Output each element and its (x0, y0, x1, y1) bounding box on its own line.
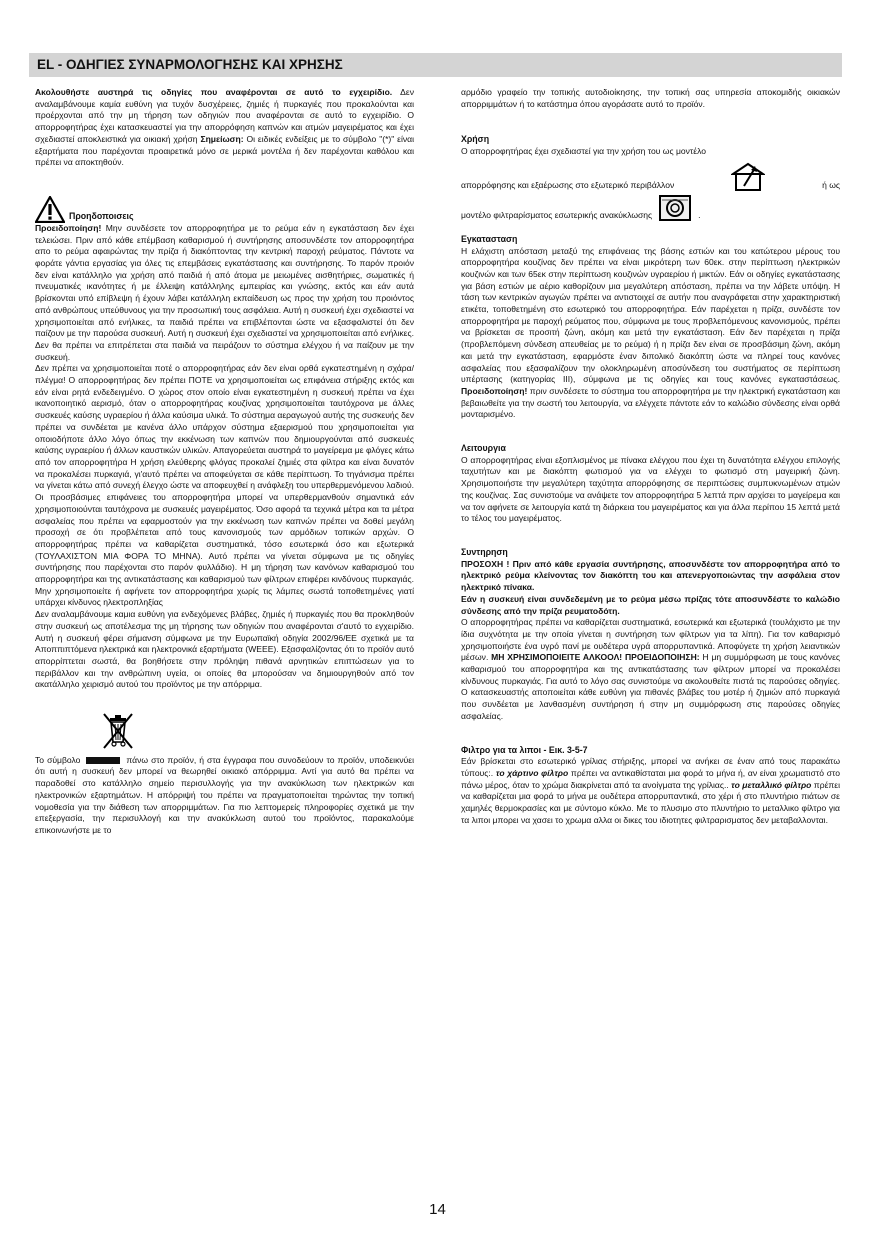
maintenance-warning-2 (461, 594, 840, 617)
installation-text (461, 246, 840, 422)
maintenance-text-1: Ο απορροφητήρας πρέπει να καθαρίζεται συστηματικά, εσωτερικά και εξωτερικά (τουλάχιστο με την ίδια συχνότητα με την οποία γίνεται η συντήρηση των φίλτρων για τα λίπη). Για τον καθαρισμό χρησιμοποιήστε ένα υγρό πανί με ουδέτερα υγρά απορρυπαντικά. Αποφύγετε τη χρήση λειαντικών μέσων. (461, 617, 840, 663)
usage-title: Χρήση (461, 134, 490, 145)
left-column (35, 87, 414, 837)
operation-title: Λειτουργια (461, 443, 506, 454)
grease-filter-text-3: πρέπει να καθαρίζεται μια φορά το μήνα με ουδέτερα απορρυπαντικά, στο χέρι ή στο πλυντήριο πιάτων σε χαμηλές θερμοκρασίες και με σύντομο κύκλο. Με το πλυσιμο στο πλυντήριο το μεταλλικο φίλτρο για τα λιποι μπορει να χασει το χρωμα αλλα οι δικες του ιδιοτητες φιλτραρισματος δεν μεταβαλλονται. (461, 779, 840, 825)
warnings-paragraph-2: Δεν πρέπει να χρησιμοποιείται ποτέ ο απορροφητήρας εάν δεν είναι ορθά εγκατεστημένη η σχάρα/πλέγμα! Ο απορροφητήρας δεν πρέπει ΠΟΤΕ να χρησιμοποιείται ως επιφάνεια στήριξης εκτός και εάν είναι ρητά ενδεδειγμένο. Ο χώρος στον οποίο είναι εγκατεστημένη η συσκευή πρέπει να έχει ικανοποιητικό αερισμό, όταν ο απορροφητήρας κουζίνας χρησιμοποιείται ταυτόχρονα με άλλες συσκευές καύσης υγραερίου ή άλλα καύσιμα υλικά. Το σύστημα αεραγωγού αυτής της συσκευής δεν πρέπει να συνδέεται με κανένα άλλο υπάρχον σύστημα εξαερισμού που χρησιμοποιείται για οποιοδήποτε άλλο λόγο όπως την εκκένωση των καπνών που δημιουργούνται από συσκευές καύσης υγραερίου ή άλλων καυστικών υλικών. Απαγορεύεται αυστηρά το μαγείρεμα με φλόγες κάτω από τον απορροφητήρα Η χρήση ελεύθερης φλόγας προκαλεί ζημιές στα φίλτρα και είναι δυνατόν να προκαλέσει πυρκαγιά, γι'αυτό πρέπει να αποφεύγεται σε κάθε περίπτωση. Το τηγάνισμα πρέπει να γίνεται κάτω από συνεχή έλεγχο ώστε να αποφευχθεί η ανάφλεξη του υπερθερμενόμενου λαδιού. Οι προσβάσιμες επιφάνειες του απορροφητήρα μπορεί να υπερθερμανθούν σημαντικά εάν χρησιμοποιούνται ταυτόχρονα με συσκευές μαγειρέματος. Όσο αφορά τα τεχνικά μέτρα και τα μέτρα ασφαλείας που πρέπει να εφαρμοστούν για την εκκένωση των καπνών πρέπει να δοθεί μεγάλη προσοχή σε ότι προβλέπεται από τους κανονισμούς των αρμόδιων τοπικών αρχών. Ο απορροφητήρας πρέπει να καθαρίζεται συστηματικά, τόσο εσωτερικά όσο και εξωτερικά (ΤΟΥΛΑΧΙΣΤΟΝ ΜΙΑ ΦΟΡΑ ΤΟ ΜΗΝΑ). Αυτό πρέπει να γίνεται σύμφωνα με τις οδηγίες συντήρησης που παρέχονται στο παρόν φυλλάδιο). Η μη τήρηση των κανόνων καθαρισμού του απορροφητήρα και της αντικατάστασης και καθαρισμού των φίλτρων επιφέρει κινδύνους πυρκαγιάς. Μην χρησιμοποιείτε ή αφήνετε τον απορροφητήρα χωρίς τις λάμπες σωστά τοποθετημένες γιατί υπάρχει κίνδυνος ηλεκτροπληξίας (35, 363, 414, 608)
grease-filter-text-2: πρέπει να αντικαθίσταται μια φορά το μήνα ή, αν είναι χρωματιστό στο πάνω μέρος, όταν το χρώμα διακρίνεται από τα ανοίγματα της γρίλιας.. (461, 767, 840, 790)
grease-filter-section (461, 745, 840, 827)
warning-triangle-icon (35, 196, 65, 223)
maintenance-title: Συντηρηση (461, 546, 508, 557)
installation-text-1: Η ελάχιστη απόσταση μεταξύ της επιφάνειας της βάσης εστιών και του κατώτερου μέρους του απορροφητήρα κουζίνας δεν πρέπει να είναι μικρότερη των 60εκ. στην περίπτωση ηλεκτρικών κουζινών και των 65εκ στην περίπτωση κουζινών υγραερίου ή μικτών. Εάν οι οδηγίες εγκατάστασης για βάση εστιών με αέριο καθορίζουν μια μεγαλύτερη απόσταση, πρέπει να την λάβετε υπόψη. Η τάση των κεντρικών αγωγών πρέπει να αντιστοιχεί σε αυτήν που αναγράφεται στην χαρακτηριστική ετικέτα, τοποθετημένη στο εσωτερικό του απορροφητήρα. Εάν παρέχεται η πρίζα, συνδέστε τον απορροφητήρα με παροχή ρεύματος που, σύμφωνα με τους προβλεπόμενους κανονισμούς, πρέπει να βρίσκεται σε προσιτή ζώνη, ακόμη και μετά την εγκατάσταση. Εάν δεν παρέχεται η πρίζα (προβλεπόμενη σύνδεση απευθείας με το ρεύμα) ή η πρίζα δεν είναι σε προσβάσιμη ζώνη, ακόμη και μετά την εγκατάσταση, εφαρμόστε έναν διπολικό διακόπτη ώστε να πληρεί τους κανόνες ασφαλείας που εξασφαλίζουν την ολοκληρωμένη αποσύνδεση του συστήματος σε περίπτωση υπέρτασης (κατηγορίας III), σύμφωνα με τις οδηγίες και τους κανόνες εγκαταστάσεως. (461, 245, 840, 385)
usage-recirculation-row (461, 194, 840, 222)
usage-exhaust-row (461, 162, 840, 192)
usage-section (461, 134, 840, 221)
page-number: 14 (429, 1201, 446, 1218)
installation-section (461, 234, 840, 421)
outdoor-exhaust-icon (731, 162, 765, 192)
usage-text-2: απορρόφησης και εξαέρωσης στο εξωτερικό περιβάλλον (461, 180, 675, 191)
weee-text: πάνω στο προϊόν, ή στα έγγραφα που συνοδεύουν το προϊόν, υποδεικνύει ότι αυτή η συσκευή δεν μπορεί να θεωρηθεί οικιακό απόρριμμα. Αντί για αυτό θα πρέπει να παραδοθεί στο κατάλληλο σημείο περισυλλογής για την ανακύκλωση των ηλεκτρικών και ηλεκτρονικών εξαρτημάτων. Η απόρριψή του πρέπει να πραγματοποιείται τηρώντας την τοπική νομοθεσία για την διάθεση των απορριμμάτων. Για πιο λεπτομερείς πληροφορίες σχετικά με την επεξεργασία, την περισυλλογή και την ανακύκλωση αυτού του προϊόντος, παρακαλούμε επικοινωνήστε με το (35, 754, 414, 835)
installation-text-2: πριν συνδέσετε το σύστημα του απορροφητήρα με την ηλεκτρική εγκατάσταση και βεβαιωθείτε για την σωστή του λειτουργία, να ελέγχετε πάντοτε εάν το καλώδιο σύνδεσης είναι ορθά μονταρισμένο. (461, 385, 840, 420)
intro-note-text: Οι ειδικές ενδείξεις με το σύμβολο "(*)" είναι εξαρτήματα που παρέχονται προαιρετικά μόνο σε μερικά μοντέλα ή δεν παρέχονται καθόλου και πρέπει να αποκτηθούν. (35, 133, 415, 168)
warnings-paragraph-3: Δεν αναλαμβάνουμε καμια ευθύνη για ενδεχόμενες βλάβες, ζημιές ή πυρκαγιές που θα προκληθούν στην συσκευή ως αποτέλεσμα της μη τήρησης των οδηγιών που αναφέρονται σ'αυτό το εγχειρίδιο. Αυτή η συσκευή φέρει σήμανση σύμφωνα με την Ευρωπαϊκή οδηγία 2002/96/ΕΕ σχετικά με τα Αποππιπτόμενα ηλεκτρικά και ηλεκτρονικά εξαρτήματα (WEEE). Εξασφαλίζοντας ότι το προϊόν αυτό απορρίπτεται σωστά, θα βοηθήσετε στην πρόληψη πιθανά αρνητικών επιπτώσεων για το περιβάλλον και την ανθρώπινη υγεία, οι οποίες θα μπορούσαν να δημιουργηθούν από τον ακατάλληλο χειρισμό αυτού του προϊόντος με την απόρριμα. (35, 609, 414, 690)
usage-text-3: μοντέλο φιλτραρίσματος εσωτερικής ανακύκλωσης (461, 210, 653, 221)
maintenance-section (461, 547, 840, 723)
weee-paragraph (35, 755, 414, 837)
paper-filter-label: το χάρτινο φίλτρο (495, 767, 569, 778)
maintenance-bold-2: Εάν η συσκευή είναι συνδεδεμένη με το ρεύμα μέσω πρίζας τότε αποσυνδέστε το καλώδιο σύνδεσης από την πρίζα ρευματοδότη. (461, 593, 840, 616)
crossed-bin-icon (101, 711, 135, 751)
warning-text-1: Μην συνδέσετε τον απορροφητήρα με το ρεύμα εάν η εγκατάσταση δεν έχει τελειώσει. Πριν από κάθε επέμβαση καθαρισμού ή συντήρησης αποσυνδέστε τον απορροφητήρα απο το ρεύμα αφαιρώντας την πρίζα ή διακόπτοντας την κεντρική παροχή ρεύματος. Πάντοτε να φοράτε γάντια εργασίας για όλες τις επεμβάσεις εγκατάστασης και συντήρησης. Το παρόν προιόν δεν είναι κατάλληλο για χρήση από παιδιά ή από άτομα με μειωμένες αισθητήριες, σωματικές ή πνευματικές ικανότητες ή με έλλειψη κατάλληλης εμπειρίας και γνώσης, εκτός και εάν αυτά βρίσκονται υπό επίβλεψη ή έχουν λάβει κατάλληλη εκπαίδευση ως προς την χρήση του προιόντος από ανθρώπους υπεύθυνους για την προσωπική τους ασφάλεια. Αυτή η συσκευή έχει σχεδιαστεί να χρησιμοποιείται από ενήλικες, τα παιδιά πρέπει να επιβλέπονται ώστε να εξασφαλιστεί ότι δεν παίζουν με την παρούσα συσκευή. Αυτή η συσκευή έχει σχεδιαστεί να χρησιμοποιείται από ενήλικες. Δεν θα πρέπει να επιτρέπεται στα παιδιά να πειράζουν το σύστημα ελέγχου ή να παίζουν με την συσκευή. (35, 222, 414, 362)
warning-lead: Προειδοποίηση! (35, 222, 102, 233)
right-column (461, 87, 840, 826)
page-title: EL - ΟΔΗΓΙΕΣ ΣΥΝΑΡΜΟΛΟΓΗΣΗΣ ΚΑΙ ΧΡΗΣΗΣ (29, 53, 842, 77)
maintenance-warning-1 (461, 559, 840, 594)
operation-section (461, 443, 840, 525)
grease-filter-text (461, 756, 840, 826)
recirculation-filter-icon (658, 194, 692, 222)
intro-lead: Ακολουθήστε αυστηρά τις οδηγίες που αναφέρονται σε αυτό το εγχειρίδιο. (35, 87, 393, 97)
grease-filter-text-1: Εάν βρίσκεται στο εσωτερικό γρίλιας στήριξης, μπορεί να ανήκει σε έναν από τους παρακάτω τύπους:. (461, 756, 840, 778)
maintenance-bold-3: ΜΗ ΧΡΗΣΙΜΟΠΟΙΕΙΤΕ ΑΛΚΟΟΛ! ΠΡΟΕΙΔΟΠΟΙΗΣΗ: (491, 652, 700, 663)
grease-filter-title: Φιλτρο για τα λιποι - Εικ. 3-5-7 (461, 744, 588, 755)
maintenance-text (461, 617, 840, 722)
usage-text-3-end: . (698, 210, 701, 221)
warnings-paragraph-1 (35, 223, 414, 363)
maintenance-text-2: Η μη συμμόρφωση με τους κανόνες καθαρισμού του απορροφητήρα και της αντικατάστασης των φίλτρων μπορεί να προκαλέσει κίνδυνους πυρκαγιάς. Για αυτό το λόγο σας συνιστούμε να ακολουθείτε πιστά τις παρούσες οδηγίες. Ο κατασκευαστής αποποιείται κάθε ευθύνη για πιθανές βλάβες του μοτέρ ή ζημιών από πυρκαγιά που συνδέεται με λανθασμένη συντήρηση ή στην μη συμμόρφωση στις παρούσες οδηγίες ασφαλείας. (461, 652, 840, 721)
installation-warning: Προειδοποίηση! (461, 385, 528, 396)
warnings-heading (35, 193, 414, 223)
intro-paragraph (35, 87, 414, 169)
continuation-paragraph: αρμόδιο γραφείο την τοπικής αυτοδιοίκησης, την τοπική σας υπηρεσία αποκομιδής οικιακών απορριμμάτων ή το κατάστημα όπου αγοράσατε αυτό το προϊόν. (461, 87, 840, 109)
maintenance-bold-1: ΠΡΟΣΟΧΗ ! Πριν από κάθε εργασία συντήρησης, αποσυνδέστε τον απορροφητήρα από το ηλεκτρικό ρεύμα κλείνοντας τον διακόπτη του και απενεργοποιώντας την ασφάλεια στον ηλεκτρικό πίνακα. (461, 558, 840, 593)
installation-title: Εγκατασταση (461, 233, 518, 244)
metal-filter-label: το μεταλλικό φίλτρο (731, 779, 812, 790)
weee-symbol-label: Το σύμβολο (35, 754, 81, 765)
note-label: Σημείωση: (200, 133, 244, 144)
operation-text: Ο απορροφητήρας είναι εξοπλισμένος με πίνακα ελέγχου που έχει τη δυνατότητα ελέγχου επιλογής ταχυτήτων και με διακόπτη φωτισμού για να ελέγχει το φωτισμό στη μαγειρική ζώνη. Χρησιμοποιήστε την μεγαλύτερη ταχύτητα απορρόφησης σε περιπτώσεις συμπυκνωμένων ατμών της κουζίνας. Σας συνιστούμε να ανάψετε τον απορροφητήρα 5 λεπτά πριν αρχίσει το μαγείρεμα και να τον αφήνετε σε λειτουργία κατά τη διάρκεια του μαγειρέματος και για άλλα περίπου 15 λεπτά μετά το τέλος του μαγειρέματος. (461, 454, 840, 524)
usage-text-2-end: ή ως (822, 180, 840, 191)
warnings-title: Προηδοποισεις (69, 211, 134, 222)
intro-text: Δεν αναλαμβάνουμε καμία ευθύνη για τυχόν δυσχέρειες, ζημιές ή πυρκαγιές που προκαλούνται και προέρχονται από την μη τήρηση των οδηγιών που αναφέρονται σε αυτό το εγχειρίδιο. Ο απορροφητήρας έχει κατασκευαστεί για την απορρόφηση καπνών και ατμών μαγειρέματος και έχει σχεδιαστεί αποκλειστικά για οικιακή χρήση (35, 87, 414, 144)
weee-symbol (101, 711, 414, 755)
usage-text-1: Ο απορροφητήρας έχει σχεδιαστεί για την χρήση του ως μοντέλο (461, 146, 707, 157)
black-bar-symbol (86, 757, 120, 764)
